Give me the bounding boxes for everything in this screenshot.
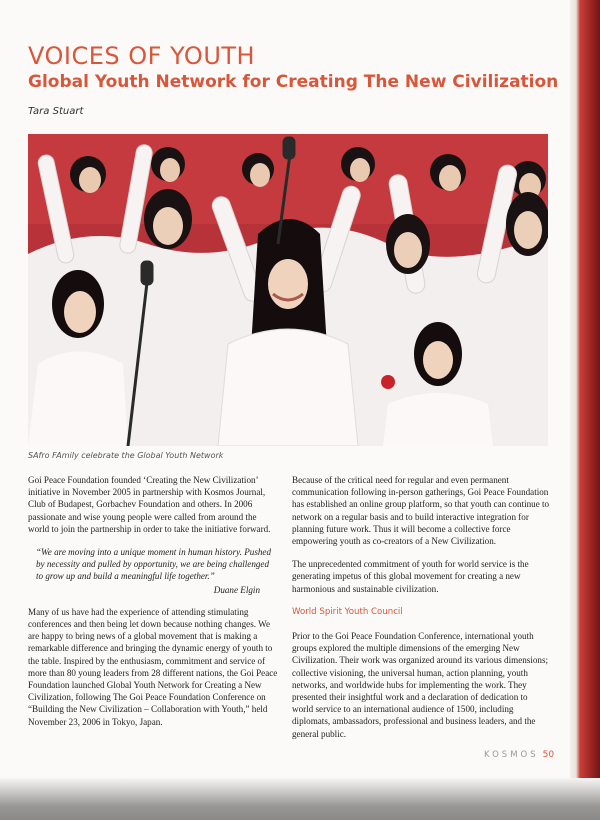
magazine-name: KOSMOS [484,750,539,760]
paragraph: Many of us have had the experience of attending stimulating conferences and then being let down because nothing changes. We are happy to bring news of a global movement that is making a remarkable difference and bringing the dynamic energy of youth to the table. Inspired by the enthusiasm, commitment and service of more than 80 young leaders from 28 different nations, the Goi Peace Foundation launched Global Youth Network for Creating a New Civilization, following The Goi Peace Foundation Conference on “Building the New Civilization – Collaboration with Youth,” held November 23, 2006 in Tokyo, Japan. [28,606,278,727]
paragraph: The unprecedented commitment of youth for world service is the generating impetus of this global movement for creating a new harmonious and sustainable civilization. [292,559,529,594]
pull-quote [28,546,278,596]
choir-photo-illustration [28,134,548,446]
article-subtitle: Global Youth Network for Creating The New Civilization [28,72,559,92]
quote-text: “We are moving into a unique moment in human history. Pushed by necessity and pulled by opportunity, we are being challenged to grow up and build a meaningful life together.” [36,547,271,582]
article-title: VOICES OF YOUTH [28,42,256,70]
page-spine-edge [570,0,600,820]
page-footer [484,750,554,760]
page-number: 50 [542,750,555,760]
choir-photo [28,134,548,446]
photo-caption: SAfro FAmily celebrate the Global Youth Network [28,451,224,460]
paragraph: Goi Peace Foundation founded ‘Creating the New Civilization’ initiative in November 2005 in partnership with Kosmos Journal, Club of Budapest, Gorbachev Foundation and others. In 2006 passionate and wise young people were called from around the world to join the partnership in order to take the initiative forward. [28,475,271,534]
left-column [28,474,278,739]
section-heading: World Spirit Youth Council [292,606,403,617]
article-author: Tara Stuart [28,106,84,117]
paragraph: Prior to the Goi Peace Foundation Conference, international youth groups explored the multiple dimensions of the emerging New Civilization. Their work was organized around its various dimensions; collective visioning, the universal human, action planning, youth networks, and worldwide hubs for implementing the work. They presented their insightful work and a declaration of dedication to world service to an international audience of 1500, including diplomats, ambassadors, professional and business leaders, and the general public. [292,631,549,739]
right-column [292,474,550,751]
quote-attribution: Duane Elgin [213,584,260,595]
page-bottom-edge [0,778,600,820]
paragraph: Because of the critical need for regular and even permanent communication following in-person gatherings, Goi Peace Foundation has established an online group platform, so that youth can continue to network on a regular basis and to build interactive integration for planning future work. Thus it will become a collective force empowering youth as co-creators of a New Civilization. [292,475,550,547]
